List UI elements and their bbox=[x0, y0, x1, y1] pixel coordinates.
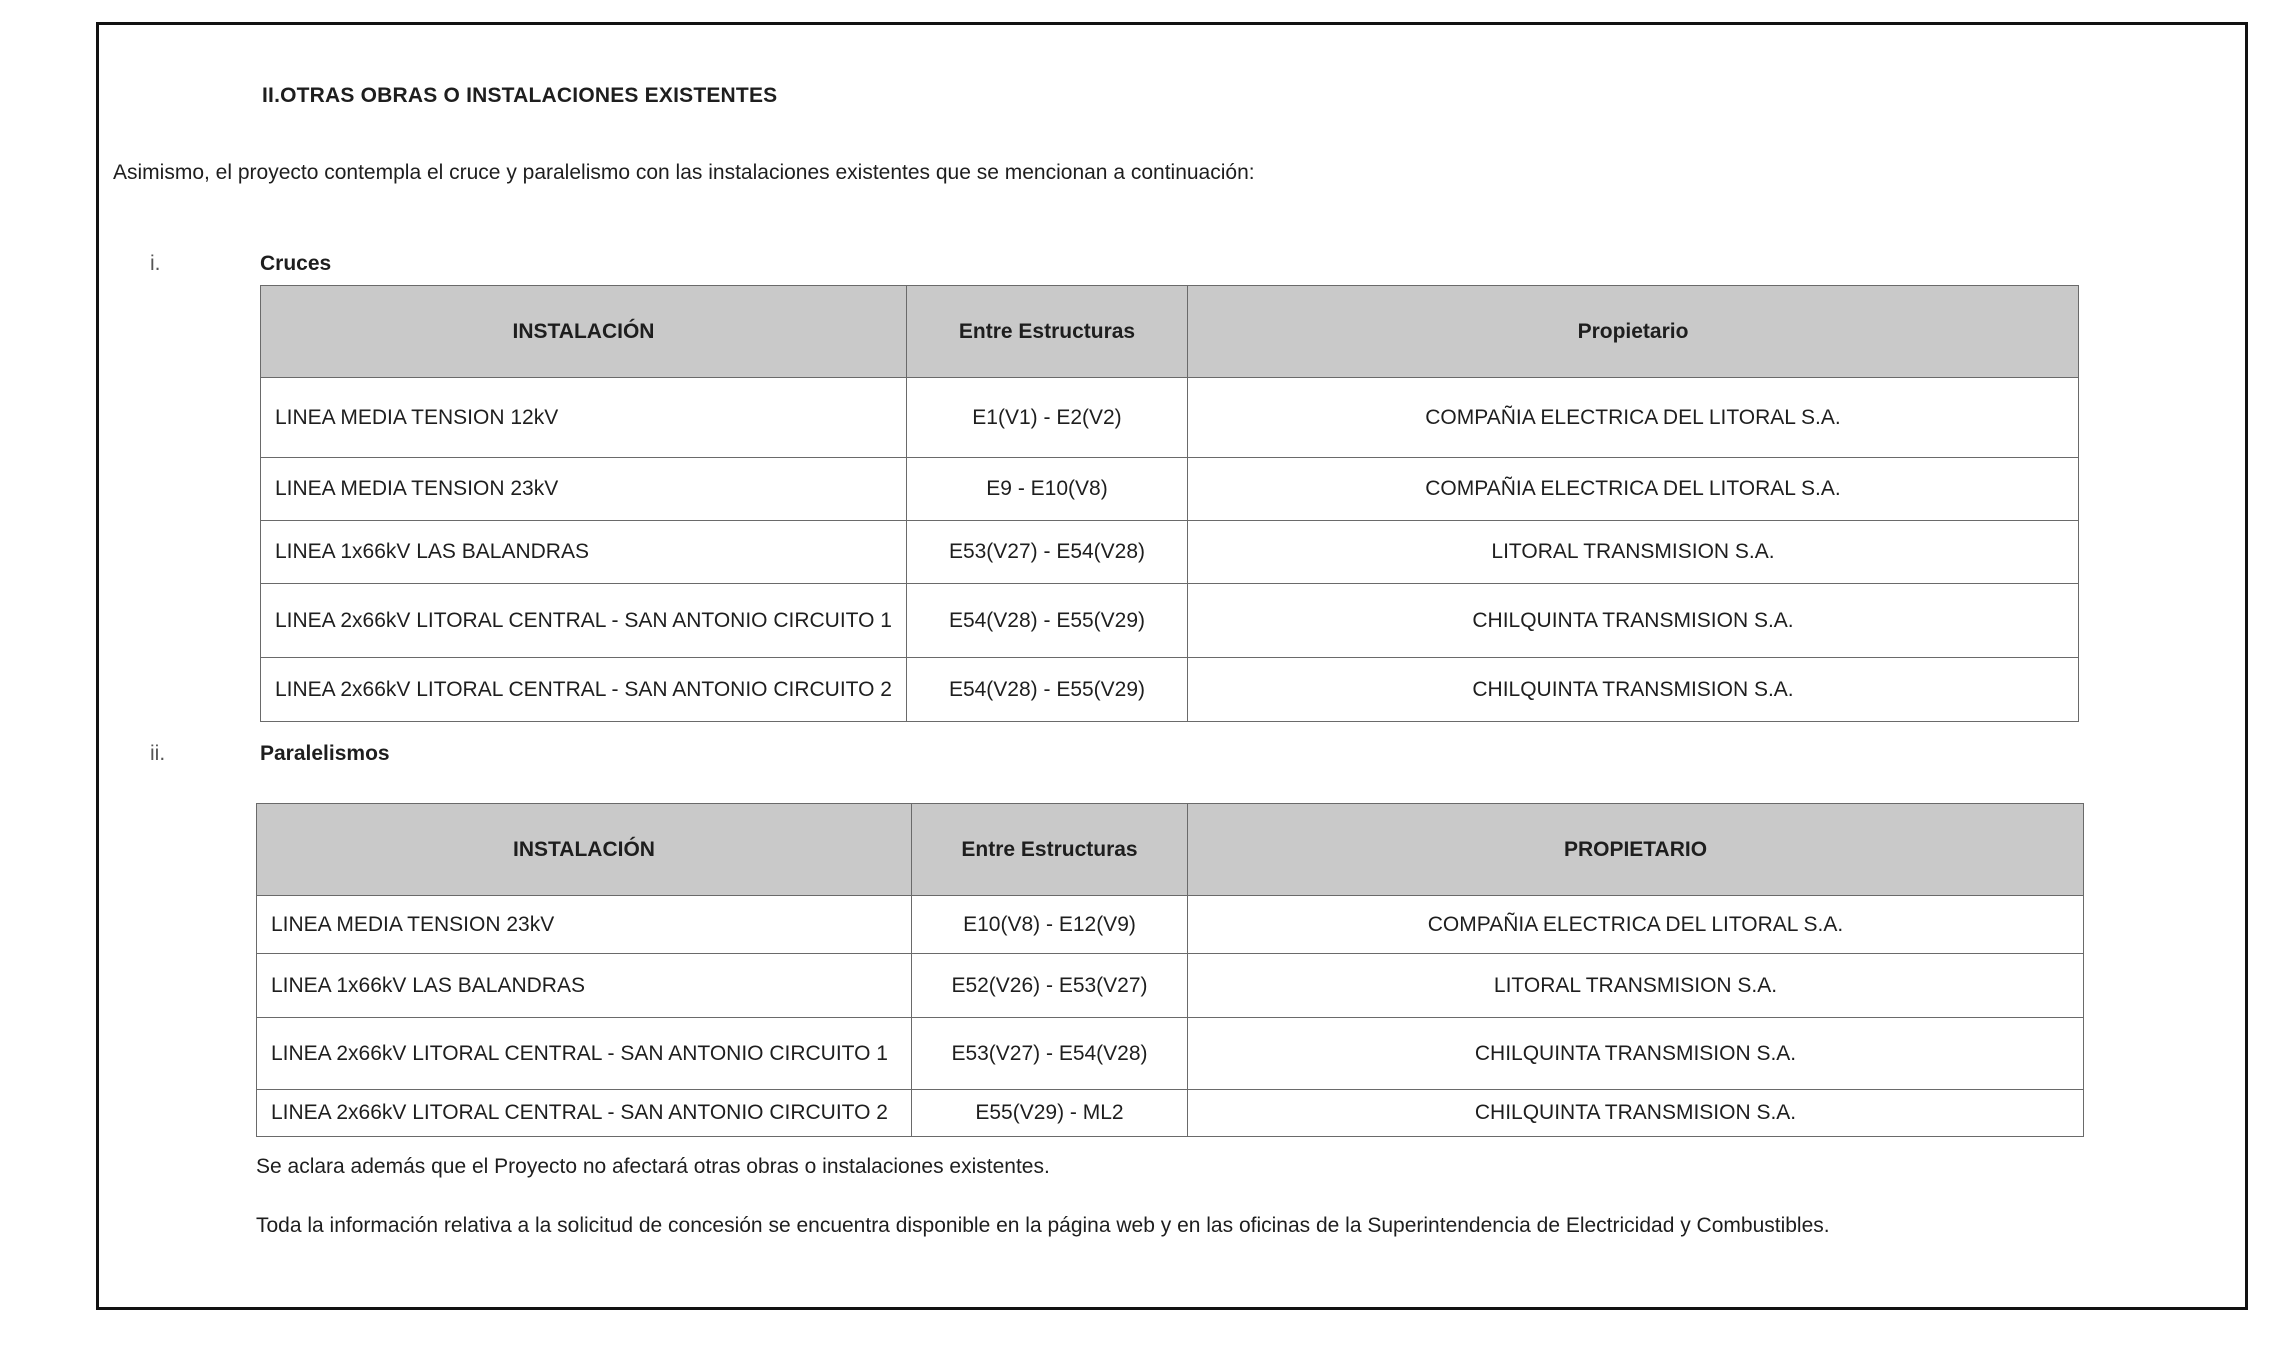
cell-propietario: CHILQUINTA TRANSMISION S.A. bbox=[1188, 584, 2079, 658]
table-row bbox=[261, 458, 2079, 521]
cell-estructuras: E54(V28) - E55(V29) bbox=[907, 584, 1188, 658]
cell-propietario: COMPAÑIA ELECTRICA DEL LITORAL S.A. bbox=[1188, 896, 2084, 954]
cruces-table bbox=[260, 285, 2079, 722]
section-heading: II.OTRAS OBRAS O INSTALACIONES EXISTENTES bbox=[262, 84, 778, 107]
list-marker-cruces: i. bbox=[150, 252, 161, 275]
header-entre-estructuras: Entre Estructuras bbox=[912, 804, 1188, 896]
cell-propietario: COMPAÑIA ELECTRICA DEL LITORAL S.A. bbox=[1188, 458, 2079, 521]
table-row bbox=[261, 521, 2079, 584]
list-marker-paralelismos: ii. bbox=[150, 742, 166, 765]
cell-estructuras: E52(V26) - E53(V27) bbox=[912, 954, 1188, 1018]
cell-propietario: CHILQUINTA TRANSMISION S.A. bbox=[1188, 1090, 2084, 1137]
cell-instalacion: LINEA 2x66kV LITORAL CENTRAL - SAN ANTONIO CIRCUITO 1 bbox=[261, 584, 907, 658]
cell-estructuras: E55(V29) - ML2 bbox=[912, 1090, 1188, 1137]
paralelismos-table bbox=[256, 803, 2084, 1137]
cell-instalacion: LINEA 2x66kV LITORAL CENTRAL - SAN ANTONIO CIRCUITO 2 bbox=[261, 658, 907, 722]
intro-paragraph: Asimismo, el proyecto contempla el cruce y paralelismo con las instalaciones existentes que se mencionan a continuación: bbox=[113, 161, 1255, 184]
note-no-afectara: Se aclara además que el Proyecto no afectará otras obras o instalaciones existentes. bbox=[256, 1155, 1050, 1178]
header-entre-estructuras: Entre Estructuras bbox=[907, 286, 1188, 378]
cell-estructuras: E53(V27) - E54(V28) bbox=[912, 1018, 1188, 1090]
cell-estructuras: E9 - E10(V8) bbox=[907, 458, 1188, 521]
table-row bbox=[257, 896, 2084, 954]
note-informacion: Toda la información relativa a la solicitud de concesión se encuentra disponible en la página web y en las oficinas de la Superintendencia de Electricidad y Combustibles. bbox=[256, 1214, 1830, 1237]
cruces-label: Cruces bbox=[260, 252, 332, 275]
cell-instalacion: LINEA MEDIA TENSION 23kV bbox=[257, 896, 912, 954]
cell-instalacion: LINEA MEDIA TENSION 23kV bbox=[261, 458, 907, 521]
cell-estructuras: E1(V1) - E2(V2) bbox=[907, 378, 1188, 458]
header-instalacion: INSTALACIÓN bbox=[261, 286, 907, 378]
table-header-row bbox=[257, 804, 2084, 896]
table-row bbox=[257, 954, 2084, 1018]
cell-estructuras: E54(V28) - E55(V29) bbox=[907, 658, 1188, 722]
table-row bbox=[257, 1090, 2084, 1137]
cell-estructuras: E10(V8) - E12(V9) bbox=[912, 896, 1188, 954]
cell-instalacion: LINEA 1x66kV LAS BALANDRAS bbox=[261, 521, 907, 584]
cell-instalacion: LINEA MEDIA TENSION 12kV bbox=[261, 378, 907, 458]
table-header-row bbox=[261, 286, 2079, 378]
cell-instalacion: LINEA 2x66kV LITORAL CENTRAL - SAN ANTONIO CIRCUITO 2 bbox=[257, 1090, 912, 1137]
table-row bbox=[261, 658, 2079, 722]
cell-instalacion: LINEA 2x66kV LITORAL CENTRAL - SAN ANTONIO CIRCUITO 1 bbox=[257, 1018, 912, 1090]
paralelismos-label: Paralelismos bbox=[260, 742, 390, 765]
cell-estructuras: E53(V27) - E54(V28) bbox=[907, 521, 1188, 584]
cell-propietario: CHILQUINTA TRANSMISION S.A. bbox=[1188, 1018, 2084, 1090]
header-propietario: PROPIETARIO bbox=[1188, 804, 2084, 896]
header-propietario: Propietario bbox=[1188, 286, 2079, 378]
cell-propietario: LITORAL TRANSMISION S.A. bbox=[1188, 521, 2079, 584]
table-row bbox=[261, 378, 2079, 458]
cell-propietario: LITORAL TRANSMISION S.A. bbox=[1188, 954, 2084, 1018]
header-instalacion: INSTALACIÓN bbox=[257, 804, 912, 896]
table-row bbox=[257, 1018, 2084, 1090]
cell-propietario: CHILQUINTA TRANSMISION S.A. bbox=[1188, 658, 2079, 722]
table-row bbox=[261, 584, 2079, 658]
cell-instalacion: LINEA 1x66kV LAS BALANDRAS bbox=[257, 954, 912, 1018]
cell-propietario: COMPAÑIA ELECTRICA DEL LITORAL S.A. bbox=[1188, 378, 2079, 458]
